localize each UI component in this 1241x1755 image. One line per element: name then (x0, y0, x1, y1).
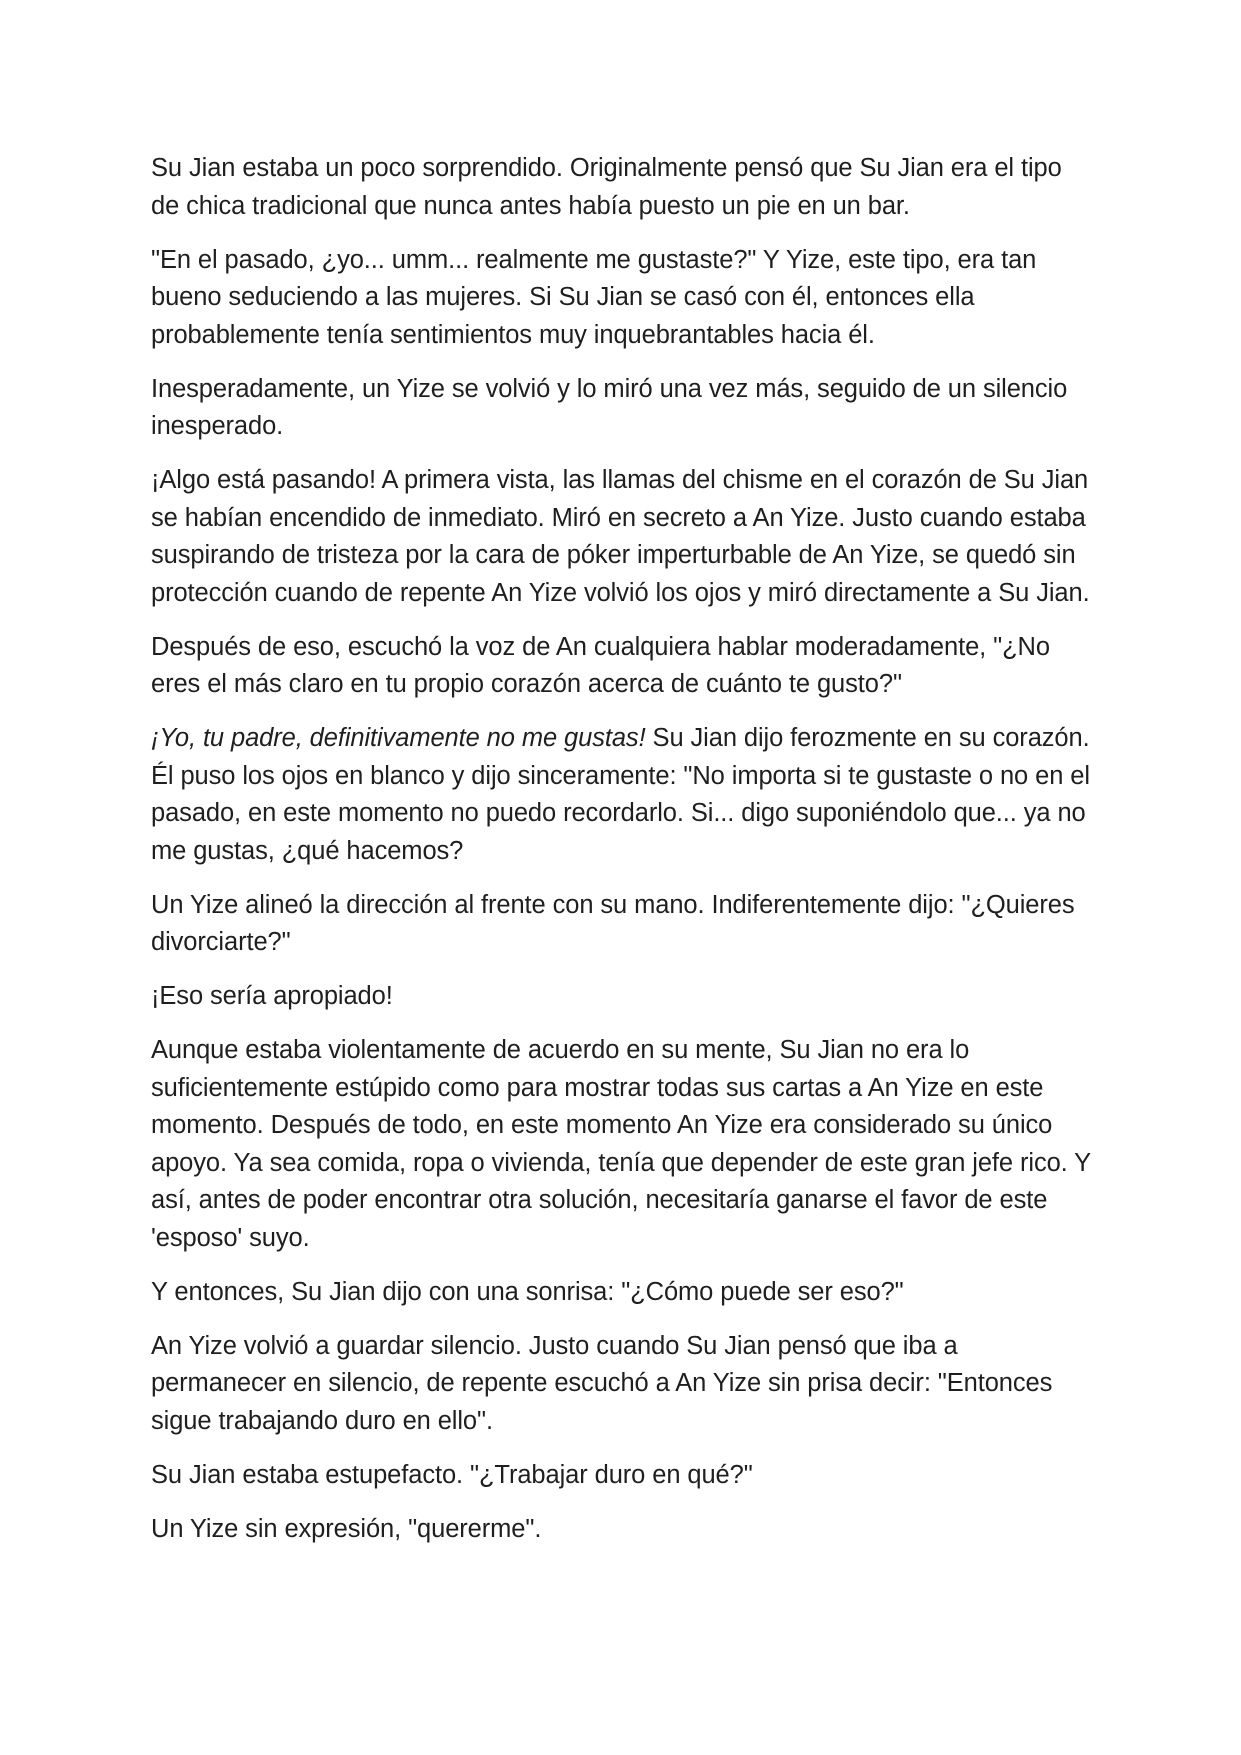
paragraph: ¡Eso sería apropiado! (151, 982, 393, 1010)
paragraph: "En el pasado, ¿yo... umm... realmente me gustaste?" Y Yize, este tipo, era tan bueno seduciendo a las mujeres. Si Su Jian se casó con él, entonces ella probablemente tenía sentimientos muy inquebrantables hacia él. (151, 245, 1037, 349)
paragraph: Inesperadamente, un Yize se volvió y lo miró una vez más, seguido de un silencio inesperado. (151, 374, 1068, 440)
paragraph: Su Jian estaba un poco sorprendido. Originalmente pensó que Su Jian era el tipo de chica tradicional que nunca antes había puesto un pie en un bar. (151, 154, 1062, 220)
paragraph: Un Yize alineó la dirección al frente con su mano. Indiferentemente dijo: "¿Quieres divorciarte?" (151, 890, 1075, 956)
paragraph-text: Su Jian dijo ferozmente en su corazón. Él puso los ojos en blanco y dijo sinceramente: "No importa si te gustaste o no en el pasado, en este momento no puedo recordarlo. Si... digo suponiéndolo que... ya no me gustas, ¿qué hacemos? (151, 724, 1090, 865)
paragraph: Y entonces, Su Jian dijo con una sonrisa: "¿Cómo puede ser eso?" (151, 1277, 904, 1306)
paragraph: Su Jian estaba estupefacto. "¿Trabajar duro en qué?" (151, 1460, 753, 1489)
paragraph: Un Yize sin expresión, "quererme". (151, 1514, 542, 1543)
paragraph (151, 720, 1091, 870)
paragraph: An Yize volvió a guardar silencio. Justo cuando Su Jian pensó que iba a permanecer en silencio, de repente escuchó a An Yize sin prisa decir: "Entonces sigue trabajando duro en ello". (151, 1331, 1053, 1435)
paragraph: ¡Algo está pasando! A primera vista, las llamas del chisme en el corazón de Su Jian se habían encendido de inmediato. Miró en secreto a An Yize. Justo cuando estaba suspirando de tristeza por la cara de póker imperturbable de An Yize, se quedó sin protección cuando de repente An Yize volvió los ojos y miró directamente a Su Jian. (151, 466, 1090, 607)
italic-thought: ¡Yo, tu padre, definitivamente no me gustas! (151, 724, 646, 752)
document-page (151, 150, 1091, 1565)
paragraph: Después de eso, escuchó la voz de An cualquiera hablar moderadamente, "¿No eres el más claro en tu propio corazón acerca de cuánto te gusto?" (151, 632, 1050, 698)
paragraph: Aunque estaba violentamente de acuerdo en su mente, Su Jian no era lo suficientemente estúpido como para mostrar todas sus cartas a An Yize en este momento. Después de todo, en este momento An Yize era considerado su único apoyo. Ya sea comida, ropa o vivienda, tenía que depender de este gran jefe rico. Y así, antes de poder encontrar otra solución, necesitaría ganarse el favor de este 'esposo' suyo. (151, 1036, 1091, 1252)
